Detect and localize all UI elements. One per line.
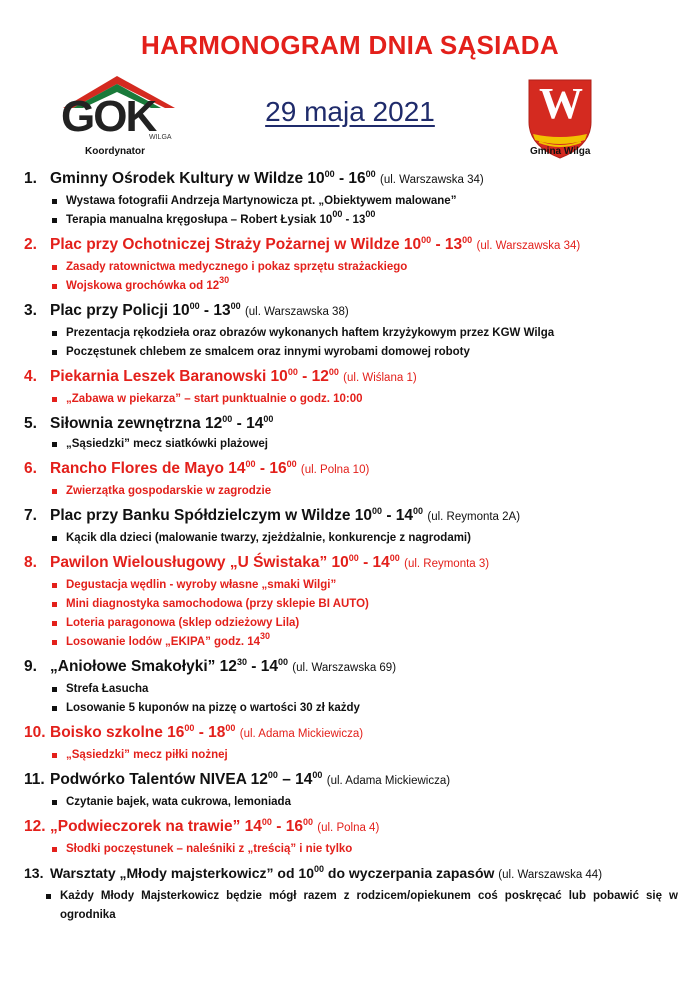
- item-number: 9.: [24, 658, 37, 675]
- item-location: Warsztaty „Młody majsterkowicz” od 10: [50, 865, 314, 881]
- item-location: Gminny Ośrodek Kultury w Wildze 10: [50, 170, 325, 187]
- page-title: HARMONOGRAM DNIA SĄSIADA: [141, 30, 559, 60]
- item-time-separator: - 16: [271, 818, 303, 835]
- item-location: Podwórko Talentów NIVEA 12: [50, 771, 268, 788]
- item-location: Boisko szkolne 16: [50, 724, 185, 741]
- item-end-minutes: 00: [302, 817, 313, 827]
- schedule-item: [24, 812, 684, 859]
- schedule-item-header: [24, 164, 684, 190]
- item-address: (ul. Polna 10): [300, 464, 370, 476]
- item-address: (ul. Polna 4): [317, 822, 380, 834]
- item-time-separator: - 12: [297, 368, 329, 385]
- coordinator-caption: Koordynator: [85, 146, 145, 157]
- item-number: 1.: [24, 170, 37, 187]
- item-start-minutes: 00: [222, 414, 233, 424]
- subitem-text: Wystawa fotografii Andrzeja Martynowicza pt. „Obiektywem malowane”: [66, 195, 457, 207]
- schedule-subitem: [24, 746, 684, 765]
- item-end-minutes: 00: [286, 459, 297, 469]
- subitem-text: Strefa Łasucha: [66, 683, 149, 695]
- gok-logo-subtext: WILGA: [149, 134, 172, 141]
- item-number: 12.: [24, 818, 46, 835]
- schedule-list: [24, 164, 684, 925]
- schedule-item: [24, 859, 684, 925]
- schedule-item-header: [24, 454, 684, 480]
- subitem-text: Każdy Młody Majsterkowicz będzie mógł razem z rodzicem/opiekunem coś poskręcać lub pobawić się w ogrodnika: [60, 890, 678, 921]
- subitem-text: Mini diagnostyka samochodowa (przy sklepie BI AUTO): [66, 598, 369, 610]
- schedule-item-header: [24, 718, 684, 744]
- item-location: „Podwieczorek na trawie” 14: [50, 818, 262, 835]
- item-address: (ul. Warszawska 69): [292, 662, 397, 674]
- subitem-text: Prezentacja rękodzieła oraz obrazów wykonanych haftem krzyżykowym przez KGW Wilga: [66, 327, 555, 339]
- schedule-subitem: [24, 343, 684, 362]
- item-time-separator: - 13: [199, 302, 231, 319]
- schedule-subitem: [24, 192, 684, 211]
- item-number: 5.: [24, 415, 37, 432]
- item-time-separator: - 16: [255, 460, 287, 477]
- subitem-text: Terapia manualna kręgosłupa – Robert Łysiak 10: [66, 214, 333, 226]
- schedule-item-header: [24, 652, 684, 678]
- item-location: Piekarnia Leszek Baranowski 10: [50, 368, 288, 385]
- item-location: „Aniołowe Smakołyki” 12: [50, 658, 237, 675]
- schedule-subitem: [24, 324, 684, 343]
- item-location: Plac przy Policji 10: [50, 302, 190, 319]
- subitem-text: „Zabawa w piekarza” – start punktualnie o godz. 10:00: [66, 393, 363, 405]
- subitem-text: Loteria paragonowa (sklep odzieżowy Lila): [66, 617, 300, 629]
- item-start-minutes: 00: [184, 723, 195, 733]
- item-time-separator: - 14: [232, 415, 264, 432]
- schedule-item-header: [24, 548, 684, 574]
- item-start-minutes: 00: [245, 459, 256, 469]
- item-start-minutes: 30: [236, 657, 247, 667]
- item-address: (ul. Warszawska 38): [244, 306, 349, 318]
- schedule-item: [24, 501, 684, 548]
- schedule-item-header: [24, 362, 684, 388]
- subitem-text: Zwierzątka gospodarskie w zagrodzie: [66, 485, 272, 497]
- item-address: (ul. Adama Mickiewicza): [326, 775, 451, 787]
- item-address: (ul. Reymonta 2A): [427, 511, 521, 523]
- item-location: Rancho Flores de Mayo 14: [50, 460, 246, 477]
- schedule-item-header: [24, 409, 684, 433]
- schedule-subitem: [24, 390, 684, 409]
- subitem-text: Kącik dla dzieci (malowanie twarzy, zjeżdżalnie, konkurencje z nagrodami): [66, 532, 471, 544]
- subitem-text: Czytanie bajek, wata cukrowa, lemoniada: [66, 796, 291, 808]
- item-number: 10.: [24, 724, 46, 741]
- item-number: 8.: [24, 554, 37, 571]
- subitem-time-separator: - 13: [342, 214, 366, 226]
- item-number: 7.: [24, 507, 37, 524]
- schedule-subitem: [24, 633, 684, 652]
- item-time-separator: - 16: [334, 170, 366, 187]
- schedule-item: [24, 765, 684, 812]
- item-time-separator: - 13: [431, 236, 463, 253]
- item-end-minutes: 00: [462, 235, 473, 245]
- subitem-text: Losowanie 5 kuponów na pizzę o wartości 30 zł każdy: [66, 702, 360, 714]
- schedule-item: [24, 230, 684, 296]
- item-time-separator: do wyczerpania zapasów: [324, 865, 495, 881]
- item-number: 13.: [24, 865, 44, 881]
- schedule-item-header: [24, 230, 684, 256]
- subitem-text: „Sąsiedzki” mecz siatkówki plażowej: [66, 438, 268, 450]
- item-address: (ul. Wiślana 1): [343, 372, 417, 384]
- event-date: 29 maja 2021: [265, 96, 435, 127]
- subitem-text: Słodki poczęstunek – naleśniki z „treścią” i nie tylko: [66, 843, 353, 855]
- item-end-minutes: 00: [230, 301, 241, 311]
- item-address: (ul. Warszawska 34): [379, 174, 484, 186]
- schedule-item-header: [24, 501, 684, 527]
- schedule-subitem: [24, 435, 684, 454]
- schedule-item: [24, 718, 684, 765]
- schedule-subitem: [24, 595, 684, 614]
- subitem-text: Zasady ratownictwa medycznego i pokaz sprzętu strażackiego: [66, 261, 408, 273]
- schedule-subitem: [24, 482, 684, 501]
- item-number: 11.: [24, 771, 45, 788]
- item-location: Plac przy Banku Spółdzielczym w Wildze 10: [50, 507, 373, 524]
- schedule-subitem: [24, 793, 684, 812]
- schedule-subitem: [24, 840, 684, 859]
- schedule-subitem: [24, 258, 684, 277]
- schedule-subitem: [24, 211, 684, 230]
- schedule-subitem: [24, 699, 684, 718]
- item-start-minutes: 00: [261, 817, 272, 827]
- schedule-item-header: [24, 812, 684, 838]
- subitem-start-minutes: 30: [260, 631, 271, 641]
- schedule-item: [24, 454, 684, 501]
- crest-letter: W: [539, 79, 583, 128]
- item-start-minutes: 00: [324, 169, 335, 179]
- item-end-minutes: 00: [328, 367, 339, 377]
- schedule-subitem: [24, 277, 684, 296]
- schedule-subitem: [24, 614, 684, 633]
- item-end-minutes: 00: [312, 770, 323, 780]
- item-end-minutes: 00: [365, 169, 376, 179]
- item-number: 4.: [24, 368, 37, 385]
- item-number: 3.: [24, 302, 37, 319]
- item-end-minutes: 00: [263, 414, 274, 424]
- item-address: (ul. Reymonta 3): [404, 558, 490, 570]
- schedule-item: [24, 362, 684, 409]
- schedule-subitem: [24, 887, 684, 925]
- schedule-item: [24, 409, 684, 454]
- subitem-text: Wojskowa grochówka od 12: [66, 280, 220, 292]
- item-time-separator: - 18: [194, 724, 226, 741]
- item-number: 2.: [24, 236, 37, 253]
- item-location: Plac przy Ochotniczej Straży Pożarnej w Wildze 10: [50, 236, 422, 253]
- schedule-item: [24, 652, 684, 718]
- schedule-item: [24, 296, 684, 362]
- item-address: (ul. Warszawska 44): [498, 869, 603, 881]
- subitem-text: Poczęstunek chlebem ze smalcem oraz innymi wyrobami domowej roboty: [66, 346, 470, 358]
- item-time-separator: – 14: [277, 771, 313, 788]
- schedule-item-header: [24, 296, 684, 322]
- schedule-subitem: [24, 576, 684, 595]
- item-start-minutes: 00: [348, 553, 359, 563]
- gmina-caption: Gmina Wilga: [530, 146, 591, 157]
- item-end-minutes: 00: [277, 657, 288, 667]
- subitem-text: Losowanie lodów „EKIPA” godz. 14: [66, 636, 261, 648]
- schedule-item: [24, 164, 684, 230]
- item-location: Pawilon Wielousługowy „U Świstaka” 10: [50, 554, 349, 571]
- subitem-end-minutes: 00: [365, 209, 376, 219]
- item-end-minutes: 00: [389, 553, 400, 563]
- item-start-minutes: 00: [267, 770, 278, 780]
- item-start-minutes: 00: [372, 506, 383, 516]
- item-start-minutes: 00: [189, 301, 200, 311]
- schedule-subitem: [24, 680, 684, 699]
- subitem-text: Degustacja wędlin - wyroby własne „smaki Wilgi”: [66, 579, 337, 591]
- schedule-item: [24, 548, 684, 652]
- gok-logo-text: GOK: [61, 92, 156, 141]
- schedule-subitem: [24, 529, 684, 548]
- schedule-item-header: [24, 765, 684, 791]
- item-time-separator: - 14: [246, 658, 278, 675]
- item-number: 6.: [24, 460, 37, 477]
- schedule-item-header: [24, 859, 684, 885]
- item-address: (ul. Adama Mickiewicza): [239, 728, 364, 740]
- subitem-text: „Sąsiedzki” mecz piłki nożnej: [66, 749, 228, 761]
- item-start-minutes: 00: [314, 864, 325, 874]
- item-time-separator: - 14: [382, 507, 414, 524]
- item-location: Siłownia zewnętrzna 12: [50, 415, 223, 432]
- item-end-minutes: 00: [225, 723, 236, 733]
- item-time-separator: - 14: [358, 554, 390, 571]
- item-end-minutes: 00: [413, 506, 424, 516]
- item-start-minutes: 00: [421, 235, 432, 245]
- subitem-start-minutes: 00: [332, 209, 343, 219]
- item-start-minutes: 00: [287, 367, 298, 377]
- item-address: (ul. Warszawska 34): [476, 240, 581, 252]
- subitem-start-minutes: 30: [219, 275, 230, 285]
